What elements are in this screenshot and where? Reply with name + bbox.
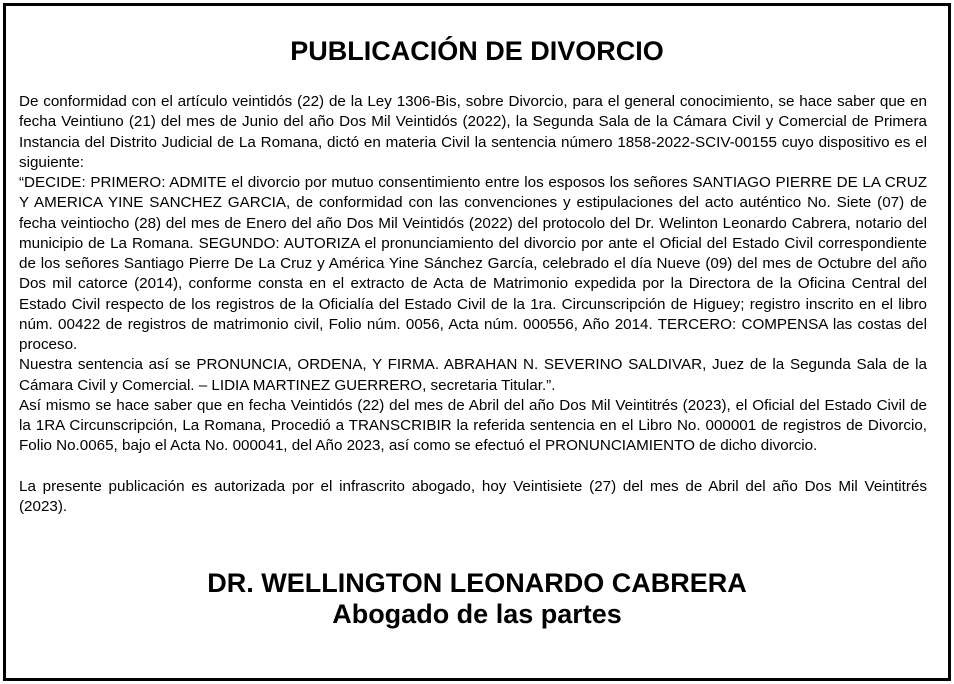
signer-role: Abogado de las partes <box>332 599 622 629</box>
intro-paragraph: De conformidad con el artículo veintidós (22) de la Ley 1306-Bis, sobre Divorcio, para el general conocimiento, se hace saber que en fecha Veintiuno (21) del mes de Junio del año Dos Mil Veintidós (2022), la Segunda Sala de la Cámara Civil y Comercial de Primera Instancia del Distrito Judicial de La Romana, dictó en materia Civil la sentencia número 1858-2022-SCIV-00155 cuyo dispositivo es el siguiente: <box>19 93 927 171</box>
authorization-paragraph: La presente publicación es autorizada por el infrascrito abogado, hoy Veintisiete (27) del mes de Abril del año Dos Mil Veintitrés (2023). <box>19 477 927 515</box>
signer-name: DR. WELLINGTON LEONARDO CABRERA <box>207 568 747 598</box>
signature-paragraph: Nuestra sentencia así se PRONUNCIA, ORDENA, Y FIRMA. ABRAHAN N. SEVERINO SALDIVAR, Juez de la Segunda Sala de la Cámara Civil y Comercial. – LIDIA MARTINEZ GUERRERO, secretaria Titular.”. <box>19 356 927 394</box>
decision-paragraph: “DECIDE: PRIMERO: ADMITE el divorcio por mutuo consentimiento entre los esposos los señores SANTIAGO PIERRE DE LA CRUZ Y AMERICA YINE SANCHEZ GARCIA, de conformidad con las convenciones y estipulaciones del acto auténtico No. Siete (07) de fecha veintiocho (28) del mes de Enero del año Dos Mil Veintidós (2022) del protocolo del Dr. Welinton Leonardo Cabrera, notario del municipio de La Romana. SEGUNDO: AUTORIZA el pronunciamiento del divorcio por ante el Oficial del Estado Civil correspondiente de los señores Santiago Pierre De La Cruz y América Yine Sánchez García, celebrado el día Nueve (09) del mes de Octubre del año Dos mil catorce (2014), conforme consta en el extracto de Acta de Matrimonio expedida por la Directora de la Oficina Central del Estado Civil respecto de los registros de la Oficialía del Estado Civil de la 1ra. Circunscripción de Higuey; registro inscrito en el libro núm. 00422 de registros de matrimonio civil, Folio núm. 0056, Acta núm. 000556, Año 2014. TERCERO: COMPENSA las costas del proceso. <box>19 174 927 353</box>
transcription-paragraph: Así mismo se hace saber que en fecha Veintidós (22) del mes de Abril del año Dos Mil Veintitrés (2023), el Oficial del Estado Civil de la 1RA Circunscripción, La Romana, Procedió a TRANSCRIBIR la referida sentencia en el Libro No. 000001 de registros de Divorcio, Folio No.0065, bajo el Acta No. 000041, del Año 2023, así como se efectuó el PRONUNCIAMIENTO de dicho divorcio. <box>19 396 927 455</box>
notice-title: PUBLICACIÓN DE DIVORCIO <box>290 36 664 66</box>
signature-block <box>0 568 954 630</box>
notice-body <box>19 92 927 517</box>
